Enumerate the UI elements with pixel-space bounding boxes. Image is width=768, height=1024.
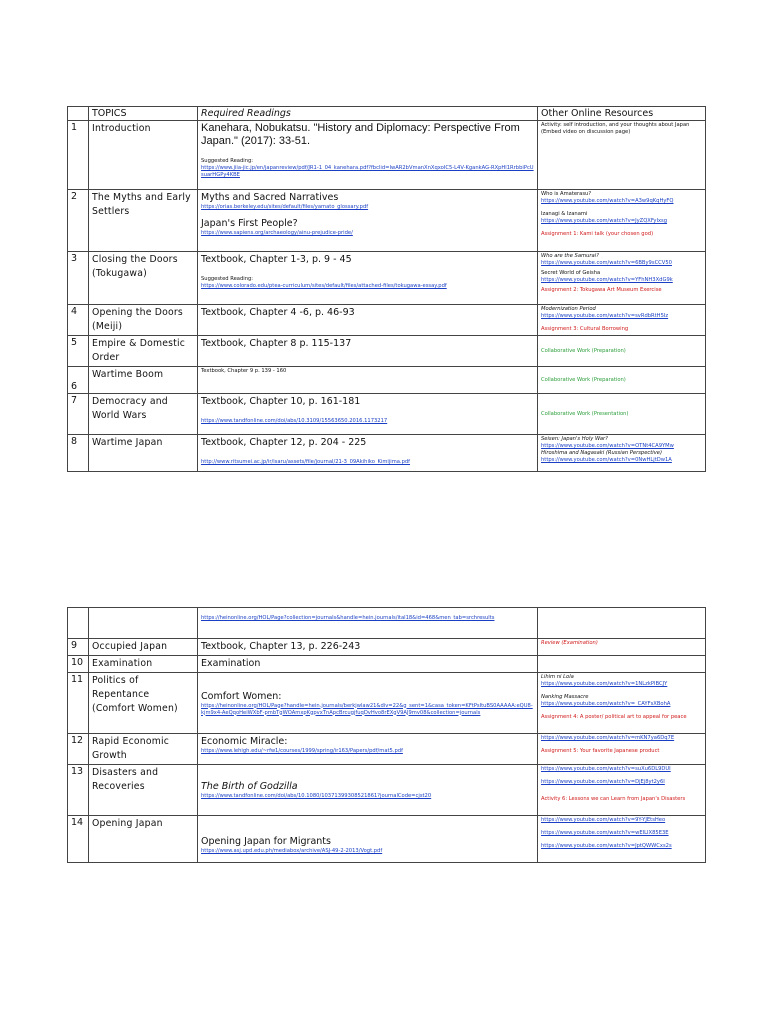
row-topic: Wartime Japan xyxy=(89,435,198,472)
table-row xyxy=(68,656,706,673)
row-readings xyxy=(198,367,538,394)
reading-title: Textbook, Chapter 8 p. 115-137 xyxy=(201,338,352,349)
row-number: 3 xyxy=(68,252,89,305)
video-link[interactable]: https://www.youtube.com/watch?v=DjEj8yt2y6I xyxy=(541,779,665,785)
table-row xyxy=(68,394,706,435)
schedule-table-1 xyxy=(67,106,706,472)
resource-label: Seisen: Japan's Holy War? xyxy=(541,436,608,442)
row-resources xyxy=(538,367,706,394)
row-topic: Democracy and World Wars xyxy=(89,394,198,435)
row-topic: Occupied Japan xyxy=(89,639,198,656)
assignment-text: Assignment 2: Tokugawa Art Museum Exercise xyxy=(541,287,662,293)
row-number: 9 xyxy=(68,639,89,656)
video-link[interactable]: https://www.youtube.com/watch?v=wEILIX85E3E xyxy=(541,830,669,836)
table-row xyxy=(68,734,706,765)
resource-label: Secret World of Geisha xyxy=(541,270,601,276)
reading-title: Textbook, Chapter 10, p. 161-181 xyxy=(201,396,361,407)
resource-label: Modernization Period xyxy=(541,306,596,312)
row-readings xyxy=(198,190,538,252)
assignment-text: Assignment 1: Kami talk (your chosen god) xyxy=(541,231,654,237)
row-readings xyxy=(198,816,538,863)
row-topic: Politics of Repentance (Comfort Women) xyxy=(89,673,198,734)
row-number: 11 xyxy=(68,673,89,734)
row-resources xyxy=(538,121,706,190)
header-topics: TOPICS xyxy=(89,107,198,121)
row-topic: Closing the Doors (Tokugawa) xyxy=(89,252,198,305)
row-readings xyxy=(198,673,538,734)
row-topic: Wartime Boom xyxy=(89,367,198,394)
assignment-text: Assignment 4: A poster/ political art to appeal for peace xyxy=(541,714,687,720)
row-topic: Empire & Domestic Order xyxy=(89,336,198,367)
row-resources xyxy=(538,336,706,367)
collaborative-work-text: Collaborative Work (Presentation) xyxy=(541,410,629,417)
row-number: 2 xyxy=(68,190,89,252)
table-row xyxy=(68,367,706,394)
reading-title: Opening Japan for Migrants xyxy=(201,836,331,847)
row-resources xyxy=(538,305,706,336)
header-num xyxy=(68,107,89,121)
review-text: Review (Examination) xyxy=(541,640,598,646)
header-other-resources: Other Online Resources xyxy=(538,107,706,121)
reading-title: Myths and Sacred Narratives xyxy=(201,192,339,203)
table-row xyxy=(68,765,706,816)
row-readings xyxy=(198,656,538,673)
row-readings xyxy=(198,252,538,305)
row-readings xyxy=(198,394,538,435)
row-number: 5 xyxy=(68,336,89,367)
row-resources xyxy=(538,639,706,656)
row-number: 13 xyxy=(68,765,89,816)
table-row xyxy=(68,190,706,252)
reading-title: Economic Miracle: xyxy=(201,736,288,747)
row-resources xyxy=(538,190,706,252)
row-number: 12 xyxy=(68,734,89,765)
resource-label: Izanagi & Izanami xyxy=(541,211,588,217)
reading-link[interactable]: https://www.asj.upd.edu.ph/mediabox/archive/ASJ-49-2-2013/Vogt.pdf xyxy=(201,848,383,854)
reading-title: Textbook, Chapter 9 p. 139 - 160 xyxy=(201,368,287,374)
table-row xyxy=(68,435,706,472)
suggested-reading-label: Suggested Reading: xyxy=(201,158,254,164)
video-link[interactable]: https://www.youtube.com/watch?v=0NwHLjtDw1A xyxy=(541,457,672,463)
video-link[interactable]: https://www.youtube.com/watch?v=svRdbRtH5Iz xyxy=(541,313,669,319)
row-number: 8 xyxy=(68,435,89,472)
reading-title: Kanehara, Nobukatsu. "History and Diplomacy: Perspective From Japan." (2017): 33-51. xyxy=(201,122,520,147)
resource-label: Nanking Massacre xyxy=(541,694,589,700)
header-required-readings: Required Readings xyxy=(198,107,538,121)
row-resources xyxy=(538,765,706,816)
suggested-reading-label: Suggested Reading: xyxy=(201,276,254,282)
table-row xyxy=(68,639,706,656)
row-topic: Opening Japan xyxy=(89,816,198,863)
video-link[interactable]: https://www.youtube.com/watch?v=9Y-YJEtsHeo xyxy=(541,817,666,823)
resource-label: Hiroshima and Nagasaki (Russian Perspective) xyxy=(541,450,663,456)
row-resources xyxy=(538,435,706,472)
reading-link-2[interactable]: https://www.sapiens.org/archaeology/ainu-prejudice-pride/ xyxy=(201,230,353,236)
resource-label: Lihim ni Lola xyxy=(541,674,574,680)
schedule-table-2 xyxy=(67,607,706,863)
row-resources xyxy=(538,673,706,734)
row-resources xyxy=(538,816,706,863)
video-link[interactable]: https://www.youtube.com/watch?v=suXu6DL9DUI xyxy=(541,766,671,772)
row-number: 6 xyxy=(68,367,89,394)
activity-text: Activity 6: Lessons we can Learn from Japan's Disasters xyxy=(541,796,686,802)
table-header-row xyxy=(68,107,706,121)
row-number: 14 xyxy=(68,816,89,863)
row-resources xyxy=(538,394,706,435)
video-link[interactable]: https://www.youtube.com/watch?v=YFhNH3XdG9k xyxy=(541,277,673,283)
row-resources xyxy=(538,734,706,765)
activity-text: Activity: self introduction, and your thoughts about Japan xyxy=(541,122,690,128)
suggested-reading-link[interactable]: https://www.colorado.edu/ptea-curriculum/sites/default/files/attached-files/tokugawa-essay.pdf xyxy=(201,283,447,289)
row-topic: Disasters and Recoveries xyxy=(89,765,198,816)
collaborative-work-text: Collaborative Work (Preparation) xyxy=(541,347,626,354)
reading-link[interactable]: https://www.lehigh.edu/~rfw1/courses/1999/spring/ir163/Papers/pdf/mat5.pdf xyxy=(201,748,403,754)
reading-title-2: Japan's First People? xyxy=(201,218,298,229)
reading-title: Textbook, Chapter 1-3, p. 9 - 45 xyxy=(201,254,352,265)
reading-link[interactable]: http://www.ritsumei.ac.jp/ir/isaru/assets/file/journal/21-3_09Akihiko_Kimijima.pdf xyxy=(201,459,410,465)
row-topic: The Myths and Early Settlers xyxy=(89,190,198,252)
row-readings xyxy=(198,734,538,765)
row-readings xyxy=(198,765,538,816)
video-link[interactable]: https://www.youtube.com/watch?v=1NLzkPIBCJY xyxy=(541,681,668,687)
row-topic: Examination xyxy=(89,656,198,673)
row-readings xyxy=(198,121,538,190)
resource-label: Who is Amaterasu? xyxy=(541,191,592,197)
reading-link[interactable]: https://heinonline.org/HOL/Page?collection=journals&handle=hein.journals/ital18&id=468&men_tab=srchresults xyxy=(201,615,495,621)
suggested-reading-link[interactable]: https://www.jiia-jic.jp/en/japanreview/pdf/JR1-1_04_kanehara.pdf?fbclid=IwAR2bVmanXnXqxoIC5-L4V-KgankAG-RXpHl1RrbbiPcUsuarHGPy4KBE xyxy=(201,165,534,178)
row-number: 10 xyxy=(68,656,89,673)
video-link[interactable]: https://www.youtube.com/watch?v=A3w9qKqHyFQ xyxy=(541,198,674,204)
row-readings xyxy=(198,336,538,367)
reading-title: Textbook, Chapter 12, p. 204 - 225 xyxy=(201,437,367,448)
row-topic: Introduction xyxy=(89,121,198,190)
table-row xyxy=(68,673,706,734)
table-row xyxy=(68,608,706,639)
video-link[interactable]: https://www.youtube.com/watch?v=6BBy9sCCV50 xyxy=(541,260,672,266)
video-link[interactable]: https://www.youtube.com/watch?v=JyZQXFyIxsg xyxy=(541,218,668,224)
row-number: 1 xyxy=(68,121,89,190)
reading-title: Examination xyxy=(201,658,261,669)
reading-link[interactable]: https://www.tandfonline.com/doi/abs/10.1080/10371399308521861?journalCode=cjst20 xyxy=(201,793,432,799)
video-link[interactable]: https://www.youtube.com/watch?v=OTNt4CA9YMw xyxy=(541,443,674,449)
video-link[interactable]: https://www.youtube.com/watch?v=mKN7ya6Dq7E xyxy=(541,735,675,741)
table-row xyxy=(68,336,706,367)
reading-link[interactable]: https://www.tandfonline.com/doi/abs/10.3109/15563650.2016.1173217 xyxy=(201,418,388,424)
collaborative-work-text: Collaborative Work (Preparation) xyxy=(541,376,626,383)
row-readings xyxy=(198,639,538,656)
reading-title: Textbook, Chapter 13, p. 226-243 xyxy=(201,641,361,652)
row-topic: Opening the Doors (Meiji) xyxy=(89,305,198,336)
table-row xyxy=(68,305,706,336)
video-link[interactable]: https://www.youtube.com/watch?v=JptQWWCxs2s xyxy=(541,843,672,849)
video-link[interactable]: https://www.youtube.com/watch?v=_CAYFsXBohA xyxy=(541,701,671,707)
reading-link[interactable]: https://heinonline.org/HOL/Page?handle=hein.journals/berkjwlaw21&div=22&g_sent=1&casa_token=KFtPsItuBS0AAAAA:eQU8-kjm9x4-AeQqoHeiWXbF-pmbTgWOAmxpKgpvxTnApcBrcugjfuqDvHvo8rEXgV9AJ9mv08&collection=journals xyxy=(201,702,533,716)
row-topic: Rapid Economic Growth xyxy=(89,734,198,765)
reading-title: The Birth of Godzilla xyxy=(201,781,298,792)
row-number: 7 xyxy=(68,394,89,435)
assignment-text: Assignment 3: Cultural Borrowing xyxy=(541,326,629,332)
row-readings xyxy=(198,435,538,472)
row-readings xyxy=(198,608,538,639)
table-row xyxy=(68,252,706,305)
table-row xyxy=(68,121,706,190)
assignment-text: Assignment 5: Your favorite Japanese product xyxy=(541,748,660,754)
row-readings xyxy=(198,305,538,336)
reading-title: Textbook, Chapter 4 -6, p. 46-93 xyxy=(201,307,355,318)
reading-title: Comfort Women: xyxy=(201,690,282,702)
row-resources xyxy=(538,252,706,305)
row-number: 4 xyxy=(68,305,89,336)
activity-note: (Embed video on discussion page) xyxy=(541,129,631,135)
resource-label: Who are the Samurai? xyxy=(541,253,599,259)
reading-link[interactable]: https://orias.berkeley.edu/sites/default/files/yamato_glossary.pdf xyxy=(201,204,369,210)
table-row xyxy=(68,816,706,863)
